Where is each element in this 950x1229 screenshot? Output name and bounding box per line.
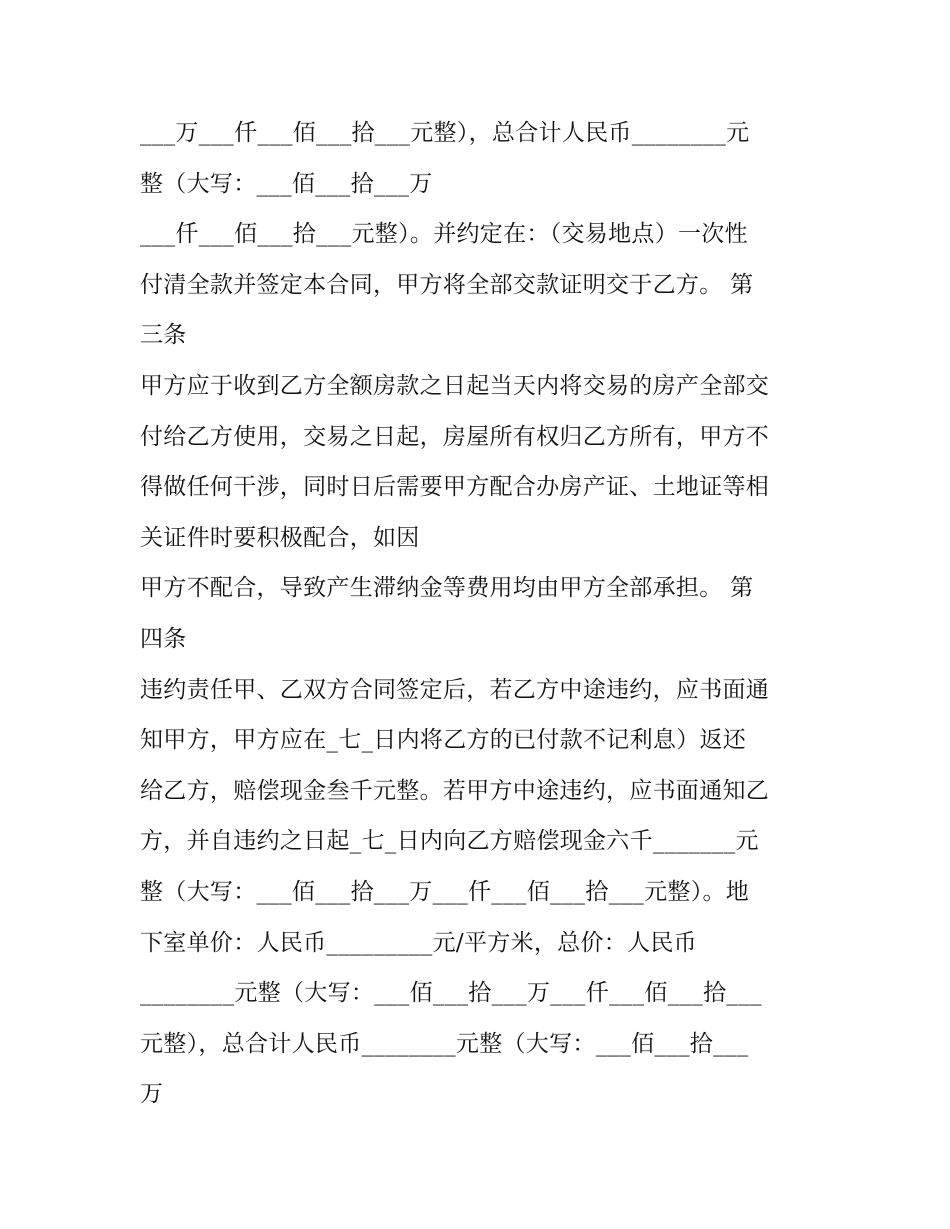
text-line: 违约责任甲、乙双方合同签定后，若乙方中途违约，应书面通: [140, 676, 770, 703]
text-line: ________元整（大写：___佰___拾___万___仟___佰___拾___: [140, 980, 762, 1007]
text-line: 甲方不配合，导致产生滞纳金等费用均由甲方全部承担。 第: [140, 575, 754, 602]
text-line: 甲方应于收到乙方全额房款之日起当天内将交易的房产全部交: [140, 372, 770, 399]
text-line: 知甲方，甲方应在_七_日内将乙方的已付款不记利息）返还: [140, 727, 747, 754]
text-line: 关证件时要积极配合，如因: [140, 524, 420, 551]
text-line: 方，并自违约之日起_七_日内向乙方赔偿现金六千_______元: [140, 828, 759, 855]
text-line: 下室单价：人民币_________元/平方米，总价：人民币: [140, 929, 697, 956]
text-line: 万: [140, 1081, 164, 1108]
section-heading: 四条: [140, 625, 187, 652]
text-line: 整（大写：___佰___拾___万___仟___佰___拾___元整）。地: [140, 878, 750, 905]
text-line: 付给乙方使用，交易之日起，房屋所有权归乙方所有，甲方不: [140, 423, 770, 450]
text-line: 付清全款并签定本合同，甲方将全部交款证明交于乙方。 第: [140, 271, 754, 298]
contract-text: [140, 108, 820, 1120]
text-line: ___仟___佰___拾___元整）。并约定在：（交易地点）一次性: [140, 221, 748, 248]
text-line: 得做任何干涉，同时日后需要甲方配合办房产证、土地证等相: [140, 474, 770, 501]
text-line: 整（大写：___佰___拾___万: [140, 170, 433, 197]
text-line: ___万___仟___佰___拾___元整），总合计人民币________元: [140, 120, 750, 146]
section-heading: 三条: [140, 322, 187, 349]
text-line: 元整），总合计人民币________元整（大写：___佰___拾___: [140, 1030, 749, 1057]
text-line: 给乙方，赔偿现金叁千元整。若甲方中途违约，应书面通知乙: [140, 777, 770, 804]
